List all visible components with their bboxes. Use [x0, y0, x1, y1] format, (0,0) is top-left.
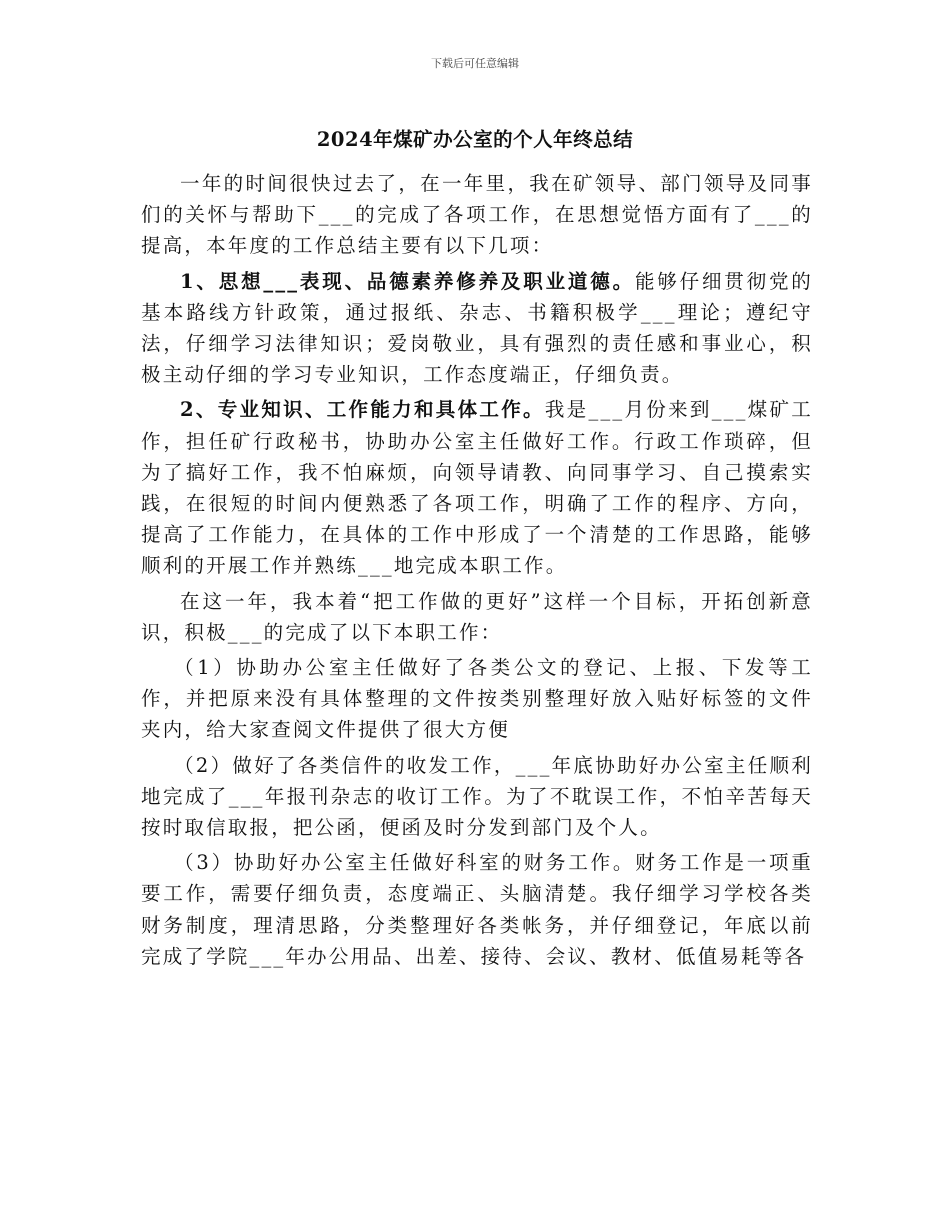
paragraph-item-1	[141, 652, 813, 746]
document-title: 2024年煤矿办公室的个人年终总结	[316, 128, 634, 151]
paragraph-text: 能够仔细贯彻党的基本路线方针政策，通过报纸、杂志、书籍积极学___理论；遵纪守法，仔细学习法律知识；爱岗敬业，具有强烈的责任感和事业心，积极主动仔细的学习专业知识，工作态度端正，仔细负责。	[141, 269, 814, 387]
paragraph-item-2	[141, 750, 813, 844]
section-heading: 1、思想___表现、品德素养修养及职业道德。	[180, 269, 635, 293]
paragraph-section-2	[141, 394, 813, 581]
paragraph-text: （1）协助办公室主任做好了各类公文的登记、上报、下发等工作，并把原来没有具体整理的文件按类别整理好放入贴好标签的文件夹内，给大家查阅文件提供了很大方便	[141, 656, 813, 742]
paragraph-intro	[141, 168, 813, 262]
document-body	[141, 168, 813, 976]
paragraph-section-1	[141, 266, 813, 391]
paragraph-text: 在这一年，我本着“把工作做的更好”这样一个目标，开拓创新意识，积极___的完成了以下本职工作：	[141, 589, 813, 644]
paragraph-text: 一年的时间很快过去了，在一年里，我在矿领导、部门领导及同事们的关怀与帮助下___的完成了各项工作，在思想觉悟方面有了___的提高，本年度的工作总结主要有以下几项：	[141, 172, 813, 258]
section-heading: 2、专业知识、工作能力和具体工作。	[180, 398, 545, 422]
paragraph-goal	[141, 586, 813, 648]
header-note: 下载后可任意编辑	[431, 57, 519, 70]
paragraph-item-3	[141, 847, 813, 972]
paragraph-text: （2）做好了各类信件的收发工作，___年底协助好办公室主任顺利地完成了___年报刊杂志的收订工作。为了不耽误工作，不怕辛苦每天按时取信取报，把公函，便函及时分发到部门及个人。	[141, 753, 813, 840]
paragraph-text: （3）协助好办公室主任做好科室的财务工作。财务工作是一项重要工作，需要仔细负责，态度端正、头脑清楚。我仔细学习学校各类财务制度，理清思路，分类整理好各类帐务，并仔细登记，年底以前完成了学院___年办公用品、出差、接待、会议、教材、低值易耗等各	[141, 851, 813, 968]
paragraph-text: 我是___月份来到___煤矿工作，担任矿行政秘书，协助办公室主任做好工作。行政工作琐碎，但为了搞好工作，我不怕麻烦，向领导请教、向同事学习、自己摸索实践，在很短的时间内便熟悉了各项工作，明确了工作的程序、方向，提高了工作能力，在具体的工作中形成了一个清楚的工作思路，能够顺利的开展工作并熟练___地完成本职工作。	[141, 398, 813, 578]
